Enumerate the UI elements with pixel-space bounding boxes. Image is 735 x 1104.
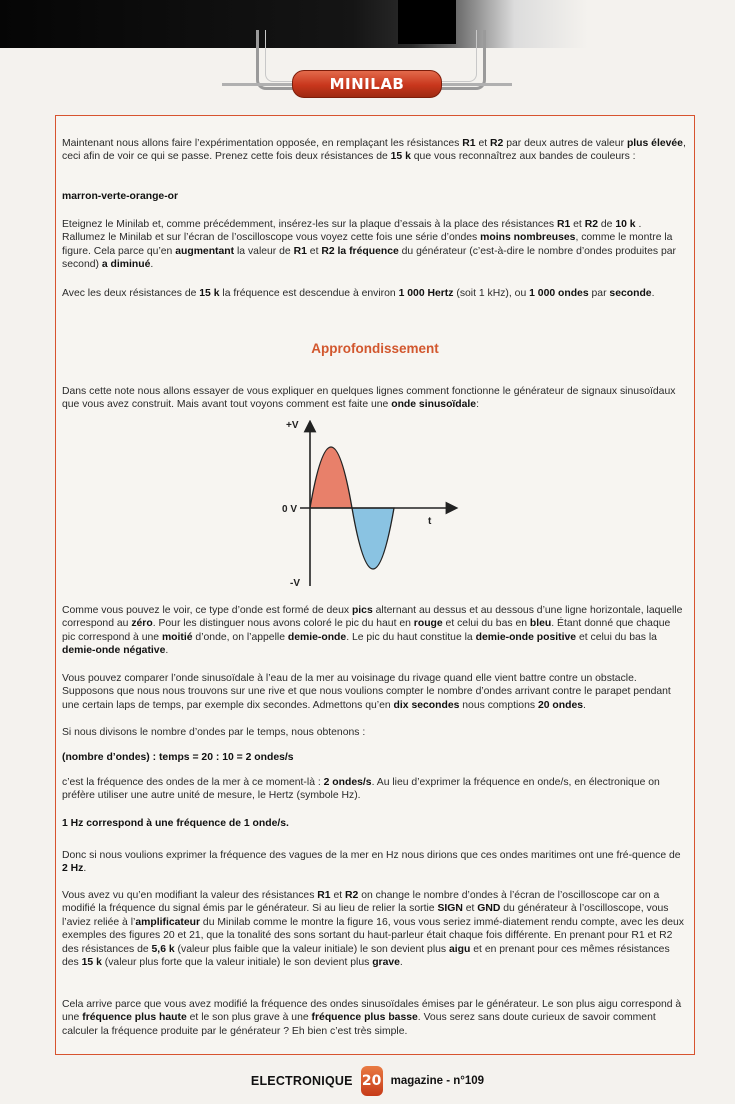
formula-line: (nombre d’ondes) : temps = 20 : 10 = 2 ondes/s [62, 752, 294, 763]
section-heading: Approfondissement [311, 341, 439, 356]
paragraph-half-waves: Comme vous pouvez le voir, ce type d’onde est formé de deux pics alternant au dessus et au dessous d’une ligne horizontale, laquelle correspond au zéro. Pour les distinguer nous avons coloré le pic du haut en rouge et celui du bas en bleu. Étant donné que chaque pic correspond à une moitié d’onde, on l’appelle demie-onde. Le pic du haut constitue la demie-onde positive et celui du bas la demie-onde négative. [62, 605, 683, 657]
footer-issue: magazine - n°109 [390, 1075, 485, 1087]
label-t: t [428, 516, 432, 527]
hz-definition: 1 Hz correspond à une fréquence de 1 onde/s. [62, 818, 289, 829]
paragraph-conclusion: Cela arrive parce que vous avez modifié la fréquence des ondes sinusoïdales émises par le générateur. Le son plus aigu correspond à une fréquence plus haute et le son plus grave à une fréquence plus basse. Vous serez sans doute curieux de savoir comment calculer la fréquence produite par le générateur ? Eh bien c’est très simple. [62, 999, 682, 1037]
paragraph-sea-hz: Donc si nous voulions exprimer la fréquence des vagues de la mer en Hz nous dirions que ces ondes maritimes ont une fré-quence de 2 Hz. [62, 850, 681, 875]
label-minus-v: -V [290, 578, 300, 589]
minilab-badge: MINILAB [292, 70, 442, 98]
footer-brand: ELECTRONIQUE [250, 1074, 353, 1088]
page-footer [0, 1064, 735, 1098]
color-bands-text: marron-verte-orange-or [62, 191, 179, 202]
label-plus-v: +V [286, 420, 299, 431]
negative-half-wave [352, 508, 394, 569]
paragraph-minilab-steps: Eteignez le Minilab et, comme précédemment, insérez-les sur la plaque d’essais à la place des résistances R1 et R2 de 10 k . Rallumez le Minilab et sur l’écran de l’oscilloscope vous voyez cette fois une série d’ondes moins nombreuses, comme le montre la figure. Cela parce qu’en augmentant la valeur de R1 et R2 la fréquence du générateur (c’est-à-dire le nombre d’ondes produites par second) a diminué. [62, 219, 677, 271]
badge-wire-left [222, 83, 294, 86]
paragraph-hertz: c’est la fréquence des ondes de la mer à ce moment-là : 2 ondes/s. Au lieu d’exprimer la fréquence en onde/s, en électronique on préfère utiliser une autre unité de mesure, le Hertz (symbole Hz). [62, 777, 660, 802]
paragraph-sea-waves: Vous pouvez comparer l’onde sinusoïdale à l’eau de la mer au voisinage du rivage quand elle vient battre contre un obstacle. Supposons que nous nous trouvons sur une rive et que nous voulions compter le nombre d’ondes arrivant contre le parapet pendant une certain laps de temps, par exemple dix secondes. Admettons qu’en dix secondes nous comptions 20 ondes. [62, 673, 671, 711]
paragraph-frequency: Avec les deux résistances de 15 k la fréquence est descendue à environ 1 000 Hertz (soit 1 kHz), ou 1 000 ondes par seconde. [62, 288, 655, 299]
badge-wire-right [440, 83, 512, 86]
paragraph-sine-intro: Dans cette note nous allons essayer de vous expliquer en quelques lignes comment fonctionne le générateur de signaux sinusoïdaux que vous avez construit. Mais avant tout voyons comment est faite une onde sinusoïdale: [62, 386, 676, 411]
positive-half-wave [310, 447, 352, 508]
paragraph-divide: Si nous divisons le nombre d’ondes par le temps, nous obtenons : [62, 727, 366, 738]
page-number-badge: 20 [361, 1066, 383, 1096]
sine-wave-figure [280, 420, 470, 590]
paragraph-resistances: Vous avez vu qu’en modifiant la valeur des résistances R1 et R2 on change le nombre d’ondes à l’écran de l’oscilloscope car on a modifié la fréquence du signal émis par le générateur. Si au lieu de relier la sortie SIGN et GND du générateur à l’oscilloscope, vous l’aviez reliée à l’amplificateur du Minilab comme le montre la figure 16, vous vous seriez immé-diatement rendu compte, avec les deux exemples des figures 20 et 21, que la tonalité des sons sortant du haut-parleur était chaque fois différente. En prenant pour R1 et R2 des résistances de 5,6 k (valeur plus faible que la valeur initiale) le son devient plus aigu et en prenant pour ces mêmes résistances des 15 k (valeur plus forte que la valeur initiale) le son devient plus grave. [62, 890, 684, 969]
paragraph-intro: Maintenant nous allons faire l’expérimentation opposée, en remplaçant les résistances R1 et R2 par deux autres de valeur plus élevée, ceci afin de voir ce qui se passe. Prenez cette fois deux résistances de 15 k que vous reconnaîtrez aux bandes de couleurs : [62, 138, 686, 163]
label-zero-v: 0 V [282, 504, 298, 515]
